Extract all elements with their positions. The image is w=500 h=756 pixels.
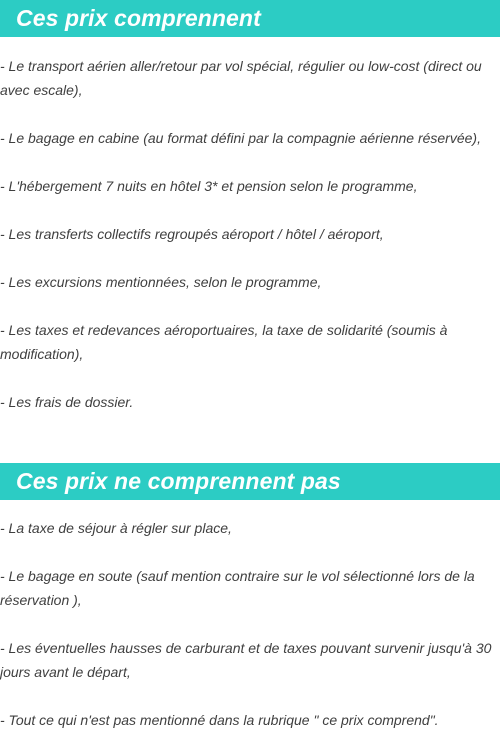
list-item: - Le bagage en soute (sauf mention contraire sur le vol sélectionné lors de la réservation ), — [0, 568, 475, 608]
list-item: - L'hébergement 7 nuits en hôtel 3* et pension selon le programme, — [0, 178, 418, 194]
list-item: - Les taxes et redevances aéroportuaires, la taxe de solidarité (soumis à modification), — [0, 322, 448, 362]
excluded-section-header — [0, 463, 500, 500]
list-item: - Les frais de dossier. — [0, 394, 134, 410]
list-item: - Le transport aérien aller/retour par vol spécial, régulier ou low-cost (direct ou avec escale), — [0, 58, 482, 98]
included-list — [0, 54, 498, 438]
list-item: - La taxe de séjour à régler sur place, — [0, 520, 232, 536]
list-item: - Le bagage en cabine (au format défini par la compagnie aérienne réservée), — [0, 130, 481, 146]
included-section-title: Ces prix comprennent — [16, 5, 261, 31]
list-item: - Tout ce qui n'est pas mentionné dans la rubrique " ce prix comprend". — [0, 712, 439, 728]
list-item: - Les excursions mentionnées, selon le programme, — [0, 274, 322, 290]
included-section-header — [0, 0, 500, 37]
list-item: - Les éventuelles hausses de carburant et de taxes pouvant survenir jusqu'à 30 jours avant le départ, — [0, 640, 492, 680]
list-item: - Les transferts collectifs regroupés aéroport / hôtel / aéroport, — [0, 226, 384, 242]
excluded-list — [0, 516, 498, 756]
excluded-section-title: Ces prix ne comprennent pas — [16, 468, 341, 494]
